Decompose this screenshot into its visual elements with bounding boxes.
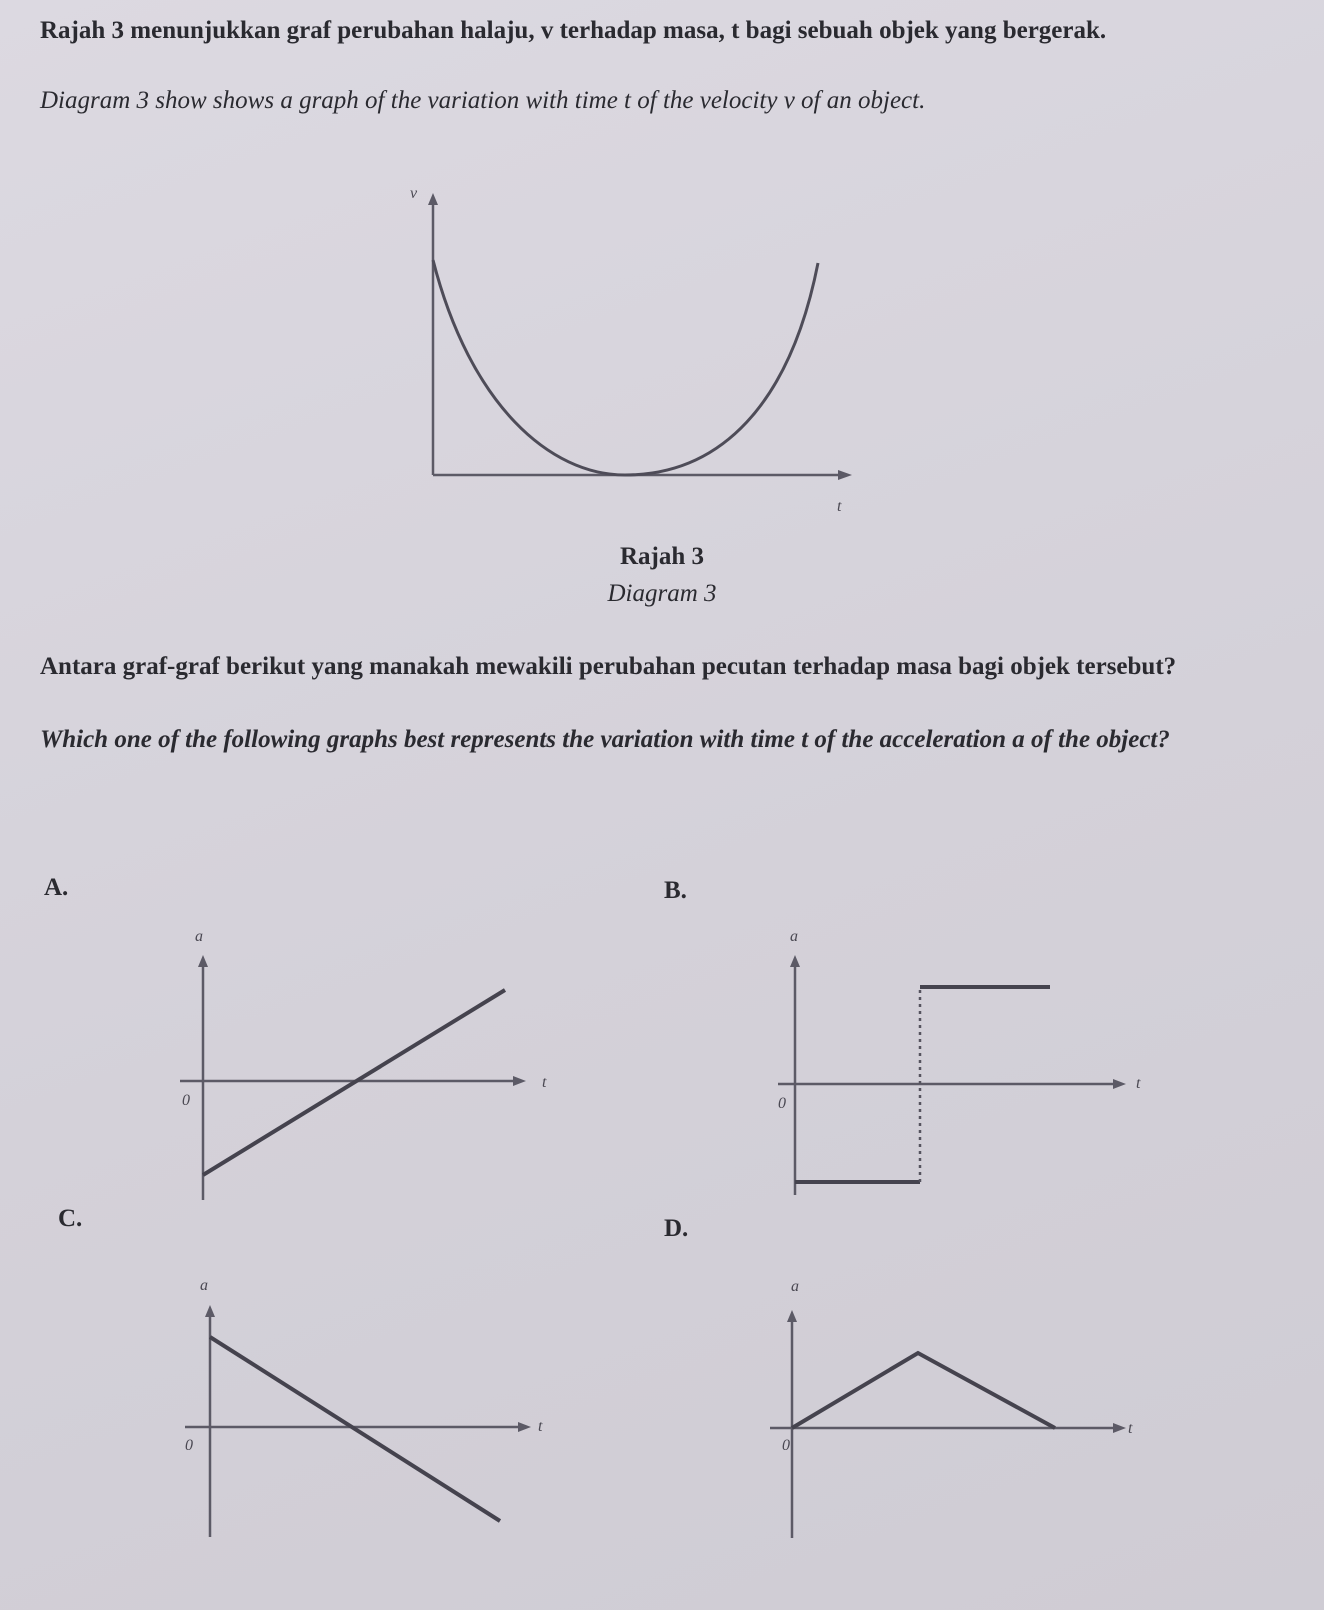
t-axis-label: t: [542, 1074, 547, 1091]
a-axis-arrow: [205, 1305, 215, 1317]
origin-label: 0: [778, 1095, 786, 1112]
v-axis-arrow: [428, 193, 438, 205]
origin-label: 0: [182, 1092, 190, 1109]
option-a-label[interactable]: A.: [44, 874, 69, 901]
question-prompt-malay: Antara graf-graf berikut yang manakah mewakili perubahan pecutan terhadap masa bagi objek tersebut?: [40, 653, 1177, 680]
t-axis-arrow: [838, 470, 852, 480]
origin-label: 0: [185, 1437, 193, 1454]
a-axis-label: a: [200, 1277, 208, 1294]
origin-label: 0: [782, 1437, 790, 1454]
acceleration-line: [210, 1337, 500, 1521]
question-intro-malay: Rajah 3 menunjukkan graf perubahan halaju, v terhadap masa, t bagi sebuah objek yang bergerak.: [40, 17, 1107, 44]
t-axis-arrow: [513, 1076, 526, 1086]
t-axis-arrow: [1113, 1423, 1126, 1433]
option-d-graph[interactable]: [770, 1265, 1160, 1545]
diagram-caption-english: Diagram 3: [607, 580, 717, 607]
v-axis-label: v: [410, 185, 418, 202]
t-axis-label: t: [1128, 1420, 1133, 1437]
t-axis-arrow: [1113, 1079, 1126, 1089]
question-prompt-english: Which one of the following graphs best represents the variation with time t of the acceleration a of the object?: [40, 726, 1170, 753]
t-axis-arrow: [518, 1422, 531, 1432]
a-axis-label: a: [790, 928, 798, 945]
acceleration-line: [792, 1353, 1055, 1428]
t-axis-label: t: [1136, 1075, 1141, 1092]
velocity-curve: [433, 260, 818, 475]
option-b-label[interactable]: B.: [664, 877, 687, 904]
a-axis-arrow: [787, 1310, 797, 1322]
option-d-label[interactable]: D.: [664, 1215, 689, 1242]
a-axis-arrow: [790, 955, 800, 967]
t-axis-label: t: [837, 498, 842, 515]
t-axis-label: t: [538, 1418, 543, 1435]
option-b-graph[interactable]: [770, 925, 1160, 1205]
a-axis-label: a: [195, 928, 203, 945]
option-c-label[interactable]: C.: [58, 1205, 83, 1232]
velocity-time-graph: [400, 175, 880, 525]
option-a-graph[interactable]: [170, 925, 560, 1205]
option-c-graph[interactable]: [170, 1265, 560, 1545]
a-axis-label: a: [791, 1278, 799, 1295]
question-intro-english: Diagram 3 show shows a graph of the variation with time t of the velocity v of an object.: [40, 87, 926, 114]
acceleration-line: [203, 990, 505, 1175]
a-axis-arrow: [198, 955, 208, 967]
diagram-caption-malay: Rajah 3: [619, 543, 705, 570]
